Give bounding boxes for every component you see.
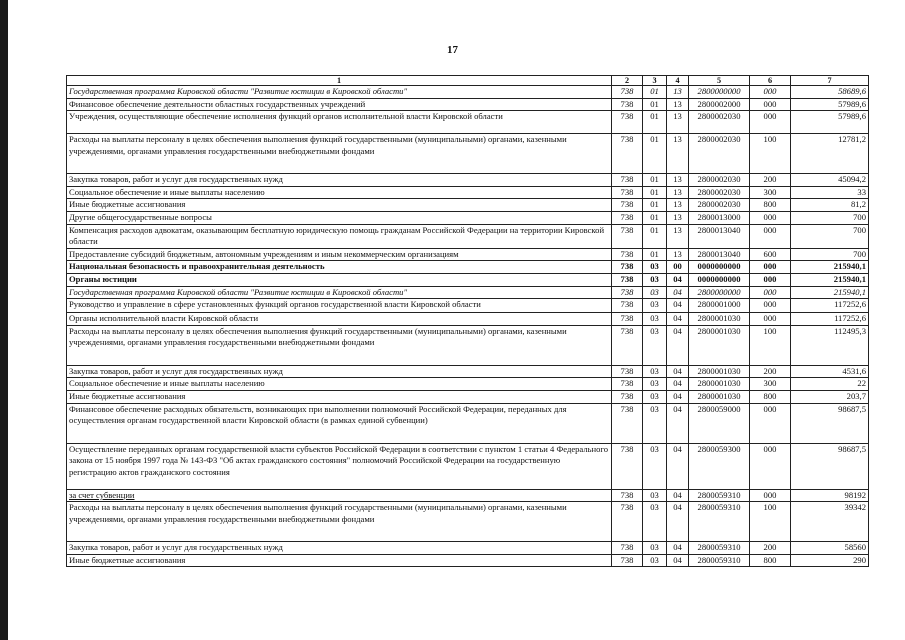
row-subsection: 13 [667, 86, 689, 99]
table-row [67, 273, 869, 286]
row-subsection: 13 [667, 98, 689, 111]
row-chapter: 738 [612, 554, 643, 567]
row-section: 03 [643, 554, 667, 567]
page-number: 17 [447, 44, 458, 56]
row-amount: 4531,6 [791, 365, 869, 378]
row-chapter: 738 [612, 299, 643, 313]
row-name: Компенсация расходов адвокатам, оказывающим бесплатную юридическую помощь гражданам Российской Федерации на территории Кировской области [67, 224, 612, 248]
row-subsection: 04 [667, 403, 689, 443]
row-subsection: 13 [667, 248, 689, 261]
header-col-4: 4 [667, 76, 689, 86]
table-row [67, 313, 869, 326]
row-section: 01 [643, 248, 667, 261]
row-amount: 12781,2 [791, 134, 869, 174]
row-name: Финансовое обеспечение деятельности областных государственных учреждений [67, 98, 612, 111]
row-expense-type: 800 [750, 390, 791, 403]
row-expense-type: 000 [750, 443, 791, 489]
row-expense-type: 200 [750, 365, 791, 378]
row-section: 01 [643, 211, 667, 224]
row-amount: 81,2 [791, 199, 869, 212]
row-subsection: 04 [667, 325, 689, 365]
row-subsection: 04 [667, 299, 689, 313]
row-expense-type: 100 [750, 325, 791, 365]
row-section: 03 [643, 443, 667, 489]
table-row [67, 174, 869, 187]
row-chapter: 738 [612, 199, 643, 212]
row-subsection: 13 [667, 224, 689, 248]
row-section: 01 [643, 134, 667, 174]
row-amount: 700 [791, 211, 869, 224]
table-row [67, 390, 869, 403]
row-name: за счет субвенции [67, 489, 612, 502]
table-row [67, 542, 869, 555]
row-target-article: 2800013000 [689, 211, 750, 224]
row-target-article: 2800013040 [689, 248, 750, 261]
row-section: 03 [643, 299, 667, 313]
row-subsection: 04 [667, 313, 689, 326]
row-section: 03 [643, 313, 667, 326]
row-target-article: 2800059310 [689, 542, 750, 555]
row-amount: 98192 [791, 489, 869, 502]
row-amount: 58560 [791, 542, 869, 555]
row-amount: 98687,5 [791, 403, 869, 443]
table-row [67, 325, 869, 365]
row-subsection: 13 [667, 211, 689, 224]
row-name: Социальное обеспечение и иные выплаты населению [67, 186, 612, 199]
row-amount: 39342 [791, 502, 869, 542]
row-name: Иные бюджетные ассигнования [67, 554, 612, 567]
row-expense-type: 000 [750, 273, 791, 286]
row-name: Другие общегосударственные вопросы [67, 211, 612, 224]
row-target-article: 2800059310 [689, 554, 750, 567]
header-col-6: 6 [750, 76, 791, 86]
row-expense-type: 100 [750, 134, 791, 174]
row-expense-type: 000 [750, 286, 791, 299]
row-chapter: 738 [612, 390, 643, 403]
row-section: 03 [643, 542, 667, 555]
row-chapter: 738 [612, 261, 643, 274]
row-name: Расходы на выплаты персоналу в целях обеспечения выполнения функций государственными (муниципальными) органами, казенными учреждениями, органами управления государственными внебюджетными фондами [67, 325, 612, 365]
row-chapter: 738 [612, 286, 643, 299]
row-chapter: 738 [612, 186, 643, 199]
row-name: Учреждения, осуществляющие обеспечение исполнения функций органов исполнительной власти Кировской области [67, 111, 612, 134]
row-target-article: 2800013040 [689, 224, 750, 248]
row-name: Государственная программа Кировской области "Развитие юстиции в Кировской области" [67, 286, 612, 299]
row-amount: 700 [791, 224, 869, 248]
row-chapter: 738 [612, 248, 643, 261]
row-name: Закупка товаров, работ и услуг для государственных нужд [67, 542, 612, 555]
row-section: 03 [643, 286, 667, 299]
row-target-article: 2800001030 [689, 313, 750, 326]
row-chapter: 738 [612, 489, 643, 502]
row-expense-type: 000 [750, 403, 791, 443]
row-chapter: 738 [612, 313, 643, 326]
row-expense-type: 100 [750, 502, 791, 542]
row-expense-type: 000 [750, 211, 791, 224]
header-col-3: 3 [643, 76, 667, 86]
row-amount: 112495,3 [791, 325, 869, 365]
row-name: Национальная безопасность и правоохранительная деятельность [67, 261, 612, 274]
row-section: 03 [643, 261, 667, 274]
row-chapter: 738 [612, 273, 643, 286]
row-subsection: 04 [667, 554, 689, 567]
row-name: Предоставление субсидий бюджетным, автономным учреждениям и иным некоммерческим организациям [67, 248, 612, 261]
row-chapter: 738 [612, 502, 643, 542]
row-chapter: 738 [612, 378, 643, 391]
row-target-article: 2800000000 [689, 86, 750, 99]
row-section: 03 [643, 378, 667, 391]
row-subsection: 04 [667, 502, 689, 542]
row-target-article: 2800001030 [689, 365, 750, 378]
row-chapter: 738 [612, 174, 643, 187]
row-target-article: 2800000000 [689, 286, 750, 299]
table-row [67, 134, 869, 174]
header-col-7: 7 [791, 76, 869, 86]
row-amount: 33 [791, 186, 869, 199]
table-row [67, 365, 869, 378]
table-row [67, 299, 869, 313]
row-section: 01 [643, 174, 667, 187]
table-header-row [67, 76, 869, 86]
row-target-article: 2800059300 [689, 443, 750, 489]
row-target-article: 2800002000 [689, 98, 750, 111]
row-subsection: 13 [667, 174, 689, 187]
row-amount: 45094,2 [791, 174, 869, 187]
row-chapter: 738 [612, 224, 643, 248]
row-name: Руководство и управление в сфере установленных функций органов государственной власти Кировской области [67, 299, 612, 313]
row-chapter: 738 [612, 325, 643, 365]
row-expense-type: 000 [750, 261, 791, 274]
table-row [67, 86, 869, 99]
row-section: 01 [643, 199, 667, 212]
row-subsection: 04 [667, 390, 689, 403]
row-chapter: 738 [612, 542, 643, 555]
row-expense-type: 200 [750, 174, 791, 187]
row-section: 01 [643, 186, 667, 199]
header-col-5: 5 [689, 76, 750, 86]
row-amount: 22 [791, 378, 869, 391]
row-target-article: 2800001030 [689, 378, 750, 391]
row-section: 03 [643, 502, 667, 542]
row-chapter: 738 [612, 443, 643, 489]
row-subsection: 13 [667, 199, 689, 212]
row-name: Финансовое обеспечение расходных обязательств, возникающих при выполнении полномочий Российской Федерации, переданных для осуществления органам государственной власти Кировской области (в рамках единой субвенции) [67, 403, 612, 443]
row-name: Социальное обеспечение и иные выплаты населению [67, 378, 612, 391]
row-section: 03 [643, 325, 667, 365]
row-expense-type: 000 [750, 299, 791, 313]
row-subsection: 00 [667, 261, 689, 274]
table-row [67, 186, 869, 199]
row-target-article: 0000000000 [689, 273, 750, 286]
table-row [67, 261, 869, 274]
header-col-2: 2 [612, 76, 643, 86]
row-name: Закупка товаров, работ и услуг для государственных нужд [67, 174, 612, 187]
row-section: 03 [643, 365, 667, 378]
row-chapter: 738 [612, 98, 643, 111]
row-target-article: 2800002030 [689, 111, 750, 134]
row-subsection: 04 [667, 365, 689, 378]
header-col-1: 1 [67, 76, 612, 86]
row-expense-type: 000 [750, 111, 791, 134]
row-name: Расходы на выплаты персоналу в целях обеспечения выполнения функций государственными (муниципальными) органами, казенными учреждениями, органами управления государственными внебюджетными фондами [67, 502, 612, 542]
row-subsection: 04 [667, 443, 689, 489]
row-amount: 203,7 [791, 390, 869, 403]
row-name: Расходы на выплаты персоналу в целях обеспечения выполнения функций государственными (муниципальными) органами, казенными учреждениями, органами управления государственными внебюджетными фондами [67, 134, 612, 174]
budget-table [66, 75, 869, 567]
row-amount: 117252,6 [791, 299, 869, 313]
row-target-article: 2800002030 [689, 134, 750, 174]
row-subsection: 04 [667, 378, 689, 391]
row-subsection: 04 [667, 273, 689, 286]
scan-edge-bar [0, 0, 8, 640]
row-target-article: 2800059000 [689, 403, 750, 443]
table-row [67, 224, 869, 248]
row-section: 01 [643, 86, 667, 99]
row-target-article: 2800059310 [689, 489, 750, 502]
table-row [67, 98, 869, 111]
row-target-article: 0000000000 [689, 261, 750, 274]
table-row [67, 489, 869, 502]
row-subsection: 04 [667, 542, 689, 555]
row-name: Осуществление переданных органам государственной власти субъектов Российской Федерации в соответствии с пунктом 1 статьи 4 Федерального закона от 15 ноября 1997 года № 143-ФЗ "Об актах гражданского состояния" полномочий Российской Федерации на государственную регистрацию актов гражданского состояния [67, 443, 612, 489]
row-amount: 290 [791, 554, 869, 567]
row-name: Закупка товаров, работ и услуг для государственных нужд [67, 365, 612, 378]
row-subsection: 04 [667, 286, 689, 299]
table-row [67, 248, 869, 261]
row-amount: 58689,6 [791, 86, 869, 99]
row-subsection: 13 [667, 134, 689, 174]
row-chapter: 738 [612, 211, 643, 224]
row-target-article: 2800001000 [689, 299, 750, 313]
row-chapter: 738 [612, 111, 643, 134]
table-row [67, 111, 869, 134]
row-name: Иные бюджетные ассигнования [67, 390, 612, 403]
row-expense-type: 200 [750, 542, 791, 555]
row-expense-type: 000 [750, 313, 791, 326]
row-section: 03 [643, 273, 667, 286]
table-row [67, 286, 869, 299]
row-section: 03 [643, 390, 667, 403]
row-expense-type: 800 [750, 199, 791, 212]
row-target-article: 2800002030 [689, 186, 750, 199]
row-expense-type: 000 [750, 98, 791, 111]
table-row [67, 443, 869, 489]
row-amount: 57989,6 [791, 98, 869, 111]
row-subsection: 13 [667, 111, 689, 134]
table-row [67, 554, 869, 567]
row-amount: 215940,1 [791, 261, 869, 274]
row-amount: 215940,1 [791, 273, 869, 286]
row-expense-type: 300 [750, 186, 791, 199]
row-section: 03 [643, 489, 667, 502]
row-section: 01 [643, 98, 667, 111]
row-section: 01 [643, 111, 667, 134]
table-row [67, 502, 869, 542]
row-expense-type: 000 [750, 224, 791, 248]
row-target-article: 2800001030 [689, 325, 750, 365]
row-expense-type: 600 [750, 248, 791, 261]
row-subsection: 04 [667, 489, 689, 502]
row-chapter: 738 [612, 86, 643, 99]
row-target-article: 2800059310 [689, 502, 750, 542]
row-expense-type: 000 [750, 86, 791, 99]
row-amount: 215940,1 [791, 286, 869, 299]
row-name: Государственная программа Кировской области "Развитие юстиции в Кировской области" [67, 86, 612, 99]
row-target-article: 2800002030 [689, 174, 750, 187]
table-row [67, 199, 869, 212]
row-name: Органы исполнительной власти Кировской области [67, 313, 612, 326]
row-amount: 98687,5 [791, 443, 869, 489]
row-amount: 700 [791, 248, 869, 261]
row-target-article: 2800001030 [689, 390, 750, 403]
row-amount: 57989,6 [791, 111, 869, 134]
row-chapter: 738 [612, 403, 643, 443]
table-row [67, 211, 869, 224]
row-subsection: 13 [667, 186, 689, 199]
row-section: 03 [643, 403, 667, 443]
row-target-article: 2800002030 [689, 199, 750, 212]
row-section: 01 [643, 224, 667, 248]
row-expense-type: 000 [750, 489, 791, 502]
row-chapter: 738 [612, 134, 643, 174]
row-expense-type: 800 [750, 554, 791, 567]
row-expense-type: 300 [750, 378, 791, 391]
row-chapter: 738 [612, 365, 643, 378]
table-row [67, 378, 869, 391]
row-amount: 117252,6 [791, 313, 869, 326]
table-row [67, 403, 869, 443]
row-name: Органы юстиции [67, 273, 612, 286]
row-name: Иные бюджетные ассигнования [67, 199, 612, 212]
table-body [67, 86, 869, 567]
